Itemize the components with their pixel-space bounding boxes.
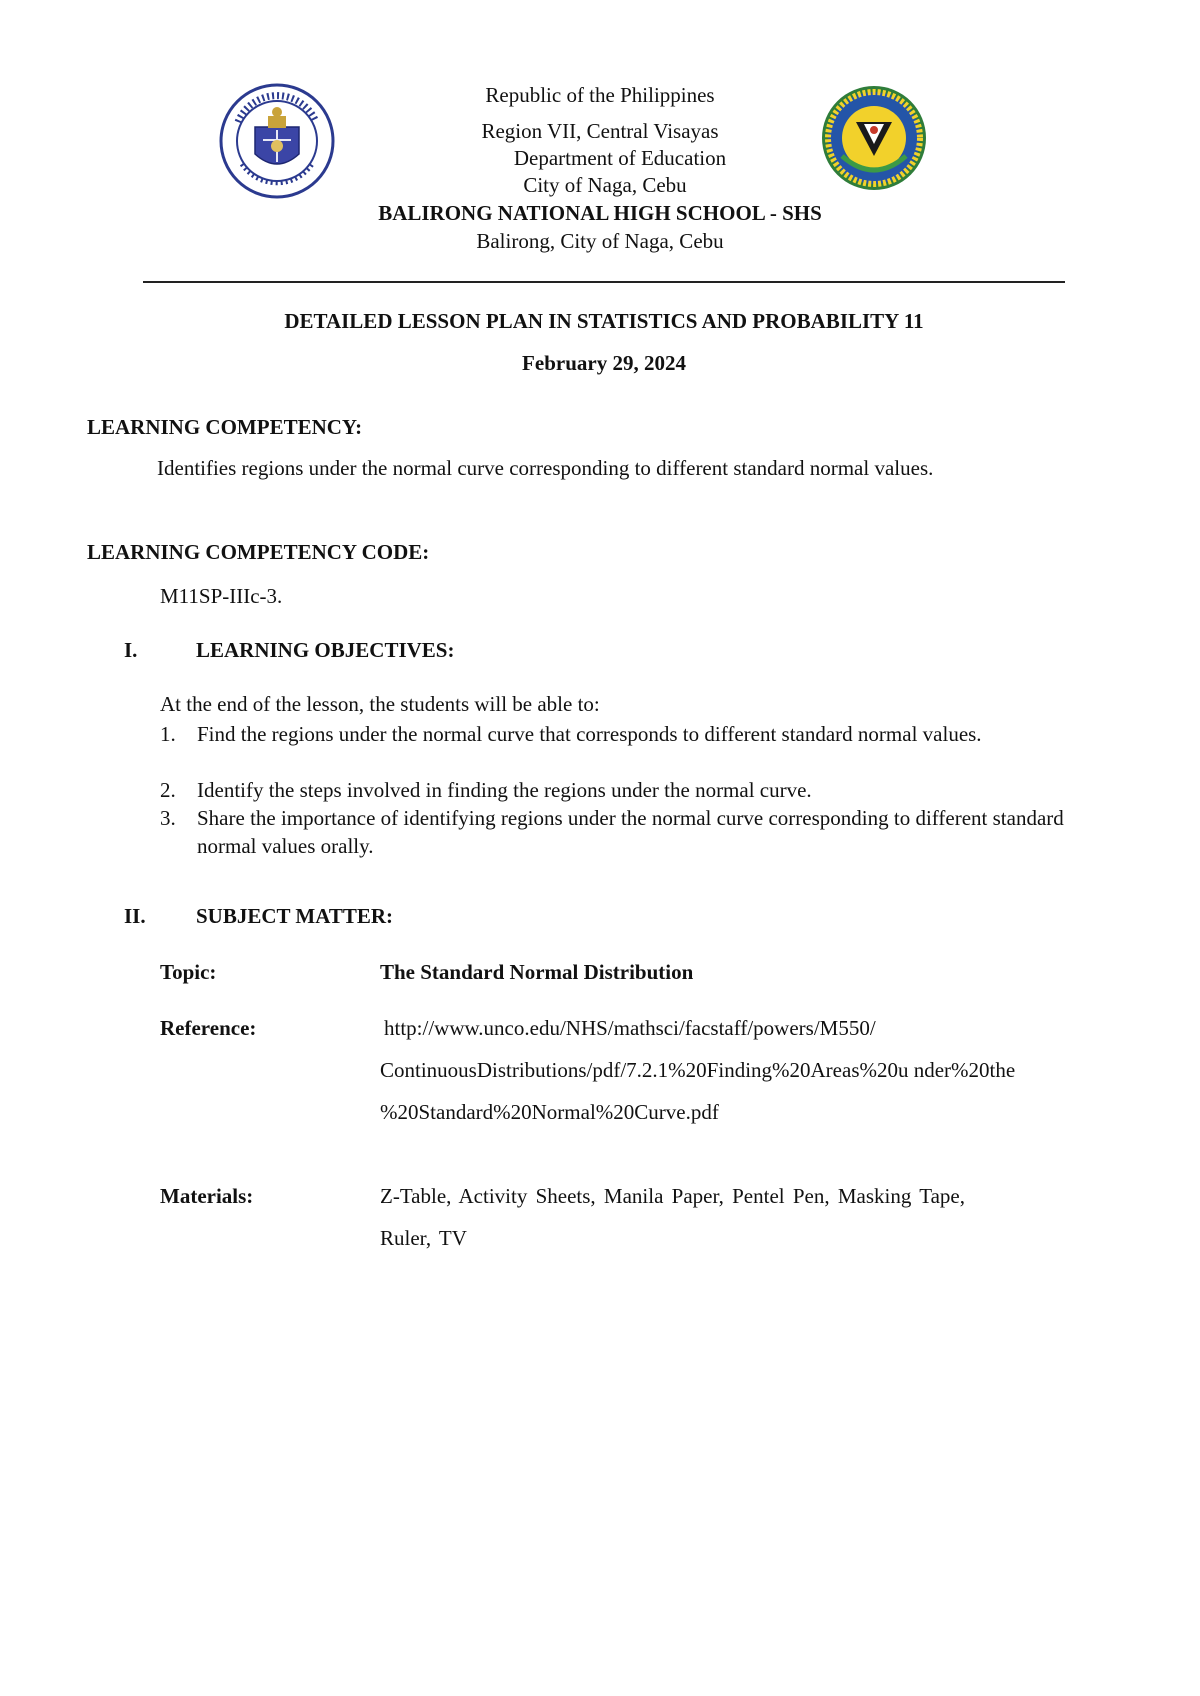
objectives-heading: LEARNING OBJECTIVES: — [196, 638, 455, 662]
document-date: February 29, 2024 — [522, 351, 686, 375]
competency-heading: LEARNING COMPETENCY: — [87, 415, 363, 439]
objective-text: Find the regions under the normal curve that corresponds to different standard normal values. — [197, 722, 982, 746]
objective-text: Identify the steps involved in finding the regions under the normal curve. — [197, 778, 812, 802]
objectives-intro: At the end of the lesson, the students will be able to: — [160, 692, 600, 716]
letterhead-republic: Republic of the Philippines — [485, 83, 715, 107]
objective-number: 2. — [160, 778, 176, 802]
materials-line: Ruler, TV — [380, 1226, 467, 1250]
topic-label: Topic: — [160, 960, 217, 984]
objective-number: 3. — [160, 806, 176, 830]
letterhead-city: City of Naga, Cebu — [523, 173, 687, 197]
competency-text: Identifies regions under the normal curve corresponding to different standard normal values. — [157, 456, 934, 480]
objectives-numeral: I. — [124, 638, 138, 662]
competency-code-text: M11SP-IIIc-3. — [160, 584, 283, 608]
letterhead-divider — [143, 281, 1065, 283]
letterhead-department: Department of Education — [513, 146, 727, 170]
subject-matter-heading: SUBJECT MATTER: — [196, 904, 394, 928]
competency-code-heading: LEARNING COMPETENCY CODE: — [87, 540, 430, 564]
objective-item — [160, 720, 1114, 748]
materials-label: Materials: — [160, 1184, 254, 1208]
objective-item — [160, 776, 1114, 804]
objective-item — [160, 804, 1124, 860]
school-address: Balirong, City of Naga, Cebu — [476, 229, 724, 253]
materials-line: Z-Table, Activity Sheets, Manila Paper, Pentel Pen, Masking Tape, — [380, 1184, 965, 1208]
reference-label: Reference: — [160, 1016, 257, 1040]
subject-matter-numeral: II. — [124, 904, 146, 928]
reference-line: %20Standard%20Normal%20Curve.pdf — [380, 1100, 719, 1124]
letterhead-region: Region VII, Central Visayas — [481, 119, 719, 143]
topic-value: The Standard Normal Distribution — [380, 960, 694, 984]
reference-line: http://www.unco.edu/NHS/mathsci/facstaff/powers/M550/ — [384, 1016, 876, 1040]
document-title: DETAILED LESSON PLAN IN STATISTICS AND PROBABILITY 11 — [284, 309, 924, 333]
school-name: BALIRONG NATIONAL HIGH SCHOOL - SHS — [378, 201, 822, 225]
objective-number: 1. — [160, 722, 176, 746]
objective-text: Share the importance of identifying regions under the normal curve corresponding to different standard normal values orally. — [197, 806, 1064, 858]
reference-line: ContinuousDistributions/pdf/7.2.1%20Finding%20Areas%20u nder%20the — [380, 1058, 1016, 1082]
